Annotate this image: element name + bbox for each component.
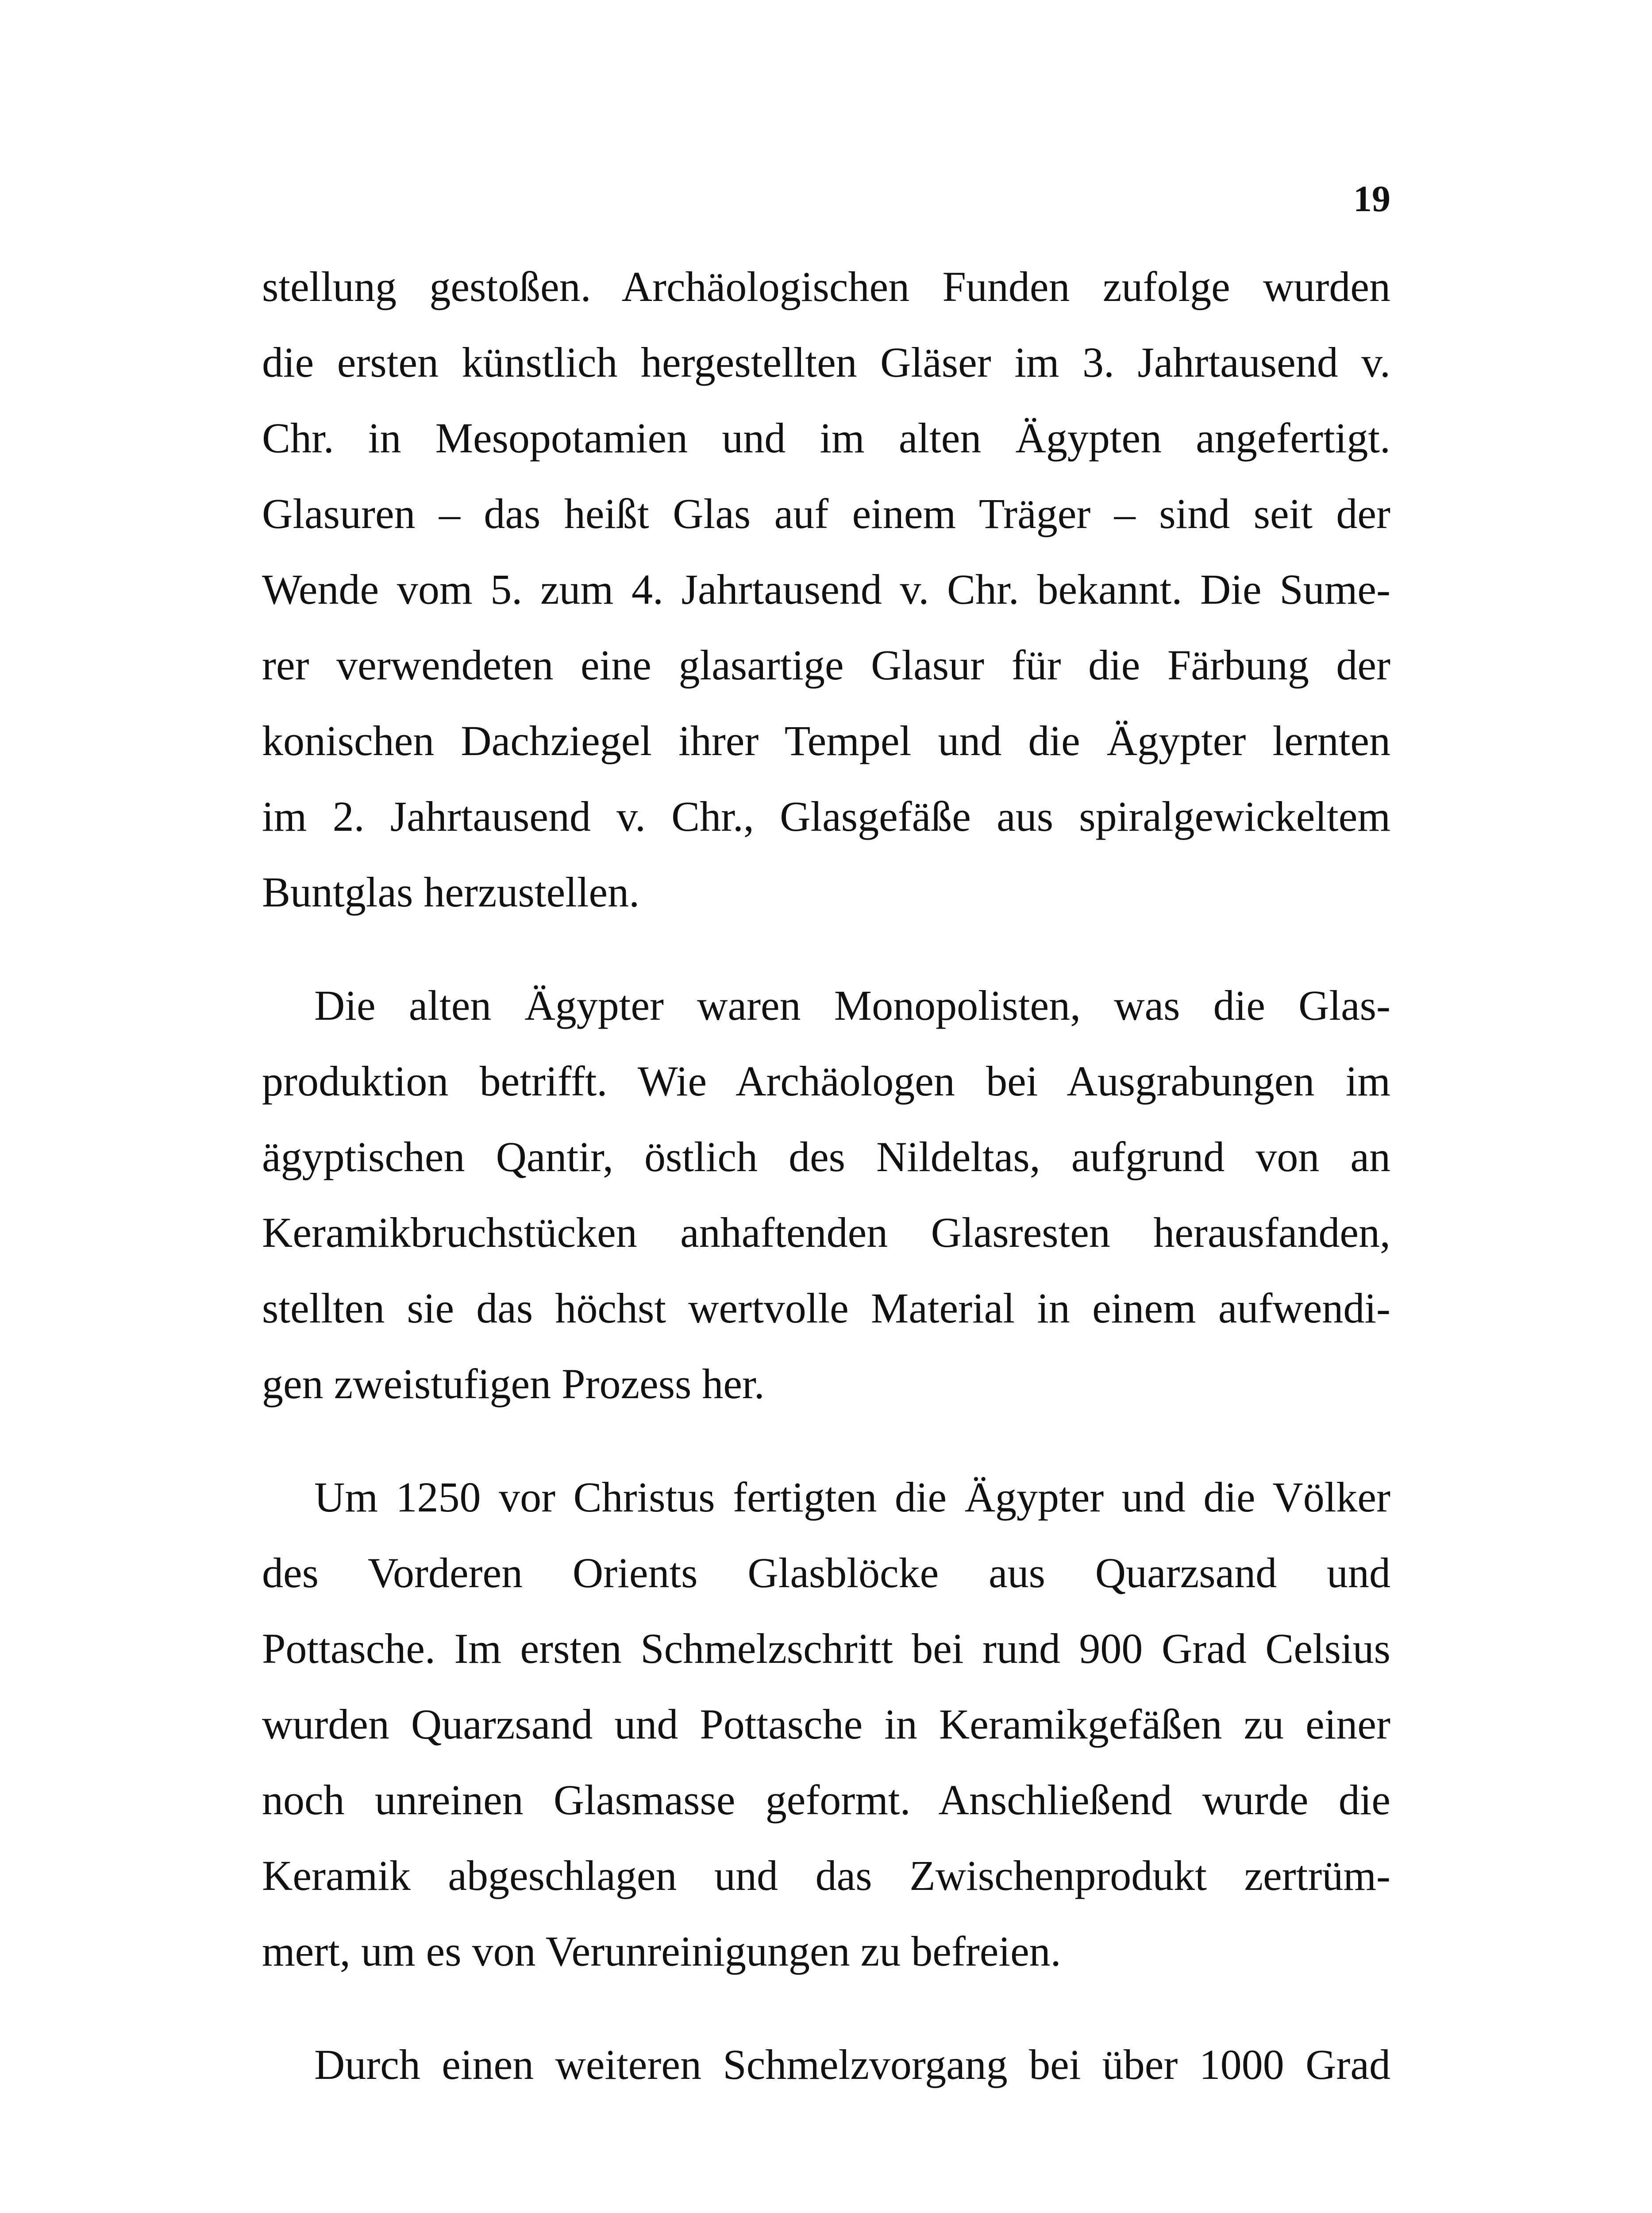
- text-line: gen zweistufigen Prozess her.: [262, 1360, 765, 1407]
- text-line: Glasuren – das heißt Glas auf einem Träger – sind seit der: [262, 490, 1390, 537]
- text-line: mert, um es von Verunreinigungen zu befreien.: [262, 1928, 1061, 1975]
- text-line: Um 1250 vor Christus fertigten die Ägypter und die Völker: [314, 1473, 1390, 1521]
- paragraph-1: [262, 249, 1390, 930]
- text-line: noch unreinen Glasmasse geformt. Anschließend wurde die: [262, 1776, 1390, 1824]
- text-line: des Vorderen Orients Glasblöcke aus Quarzsand und: [262, 1549, 1390, 1596]
- text-line: Keramikbruchstücken anhaftenden Glasresten herausfanden,: [262, 1209, 1390, 1256]
- text-line: stellten sie das höchst wertvolle Material in einem aufwendi-: [262, 1284, 1390, 1332]
- page-number: 19: [1353, 178, 1390, 220]
- text-line: die ersten künstlich hergestellten Gläser im 3. Jahrtausend v.: [262, 339, 1390, 386]
- text-line: Wende vom 5. zum 4. Jahrtausend v. Chr. bekannt. Die Sume-: [262, 566, 1390, 613]
- text-line: im 2. Jahrtausend v. Chr., Glasgefäße aus spiralgewickeltem: [262, 793, 1390, 840]
- paragraph-2: [262, 968, 1390, 1422]
- text-line: ägyptischen Qantir, östlich des Nildeltas, aufgrund von an: [262, 1133, 1390, 1180]
- text-line: Die alten Ägypter waren Monopolisten, was die Glas-: [314, 982, 1390, 1029]
- text-line: stellung gestoßen. Archäologischen Funden zufolge wurden: [262, 263, 1390, 310]
- text-line: Pottasche. Im ersten Schmelzschritt bei rund 900 Grad Celsius: [262, 1625, 1390, 1672]
- paragraph-3: [262, 1459, 1390, 1989]
- body-text: [262, 249, 1390, 2102]
- paragraph-4: [262, 2027, 1390, 2102]
- text-line: Buntglas herzustellen.: [262, 868, 640, 916]
- text-line: Keramik abgeschlagen und das Zwischenprodukt zertrüm-: [262, 1852, 1390, 1899]
- text-line: Durch einen weiteren Schmelzvorgang bei über 1000 Grad: [314, 2041, 1390, 2088]
- text-line: konischen Dachziegel ihrer Tempel und die Ägypter lernten: [262, 717, 1390, 764]
- text-line: Chr. in Mesopotamien und im alten Ägypten angefertigt.: [262, 414, 1390, 462]
- text-line: produktion betrifft. Wie Archäologen bei Ausgrabungen im: [262, 1057, 1390, 1105]
- text-line: wurden Quarzsand und Pottasche in Keramikgefäßen zu einer: [262, 1700, 1390, 1748]
- text-line: rer verwendeten eine glasartige Glasur für die Färbung der: [262, 641, 1390, 689]
